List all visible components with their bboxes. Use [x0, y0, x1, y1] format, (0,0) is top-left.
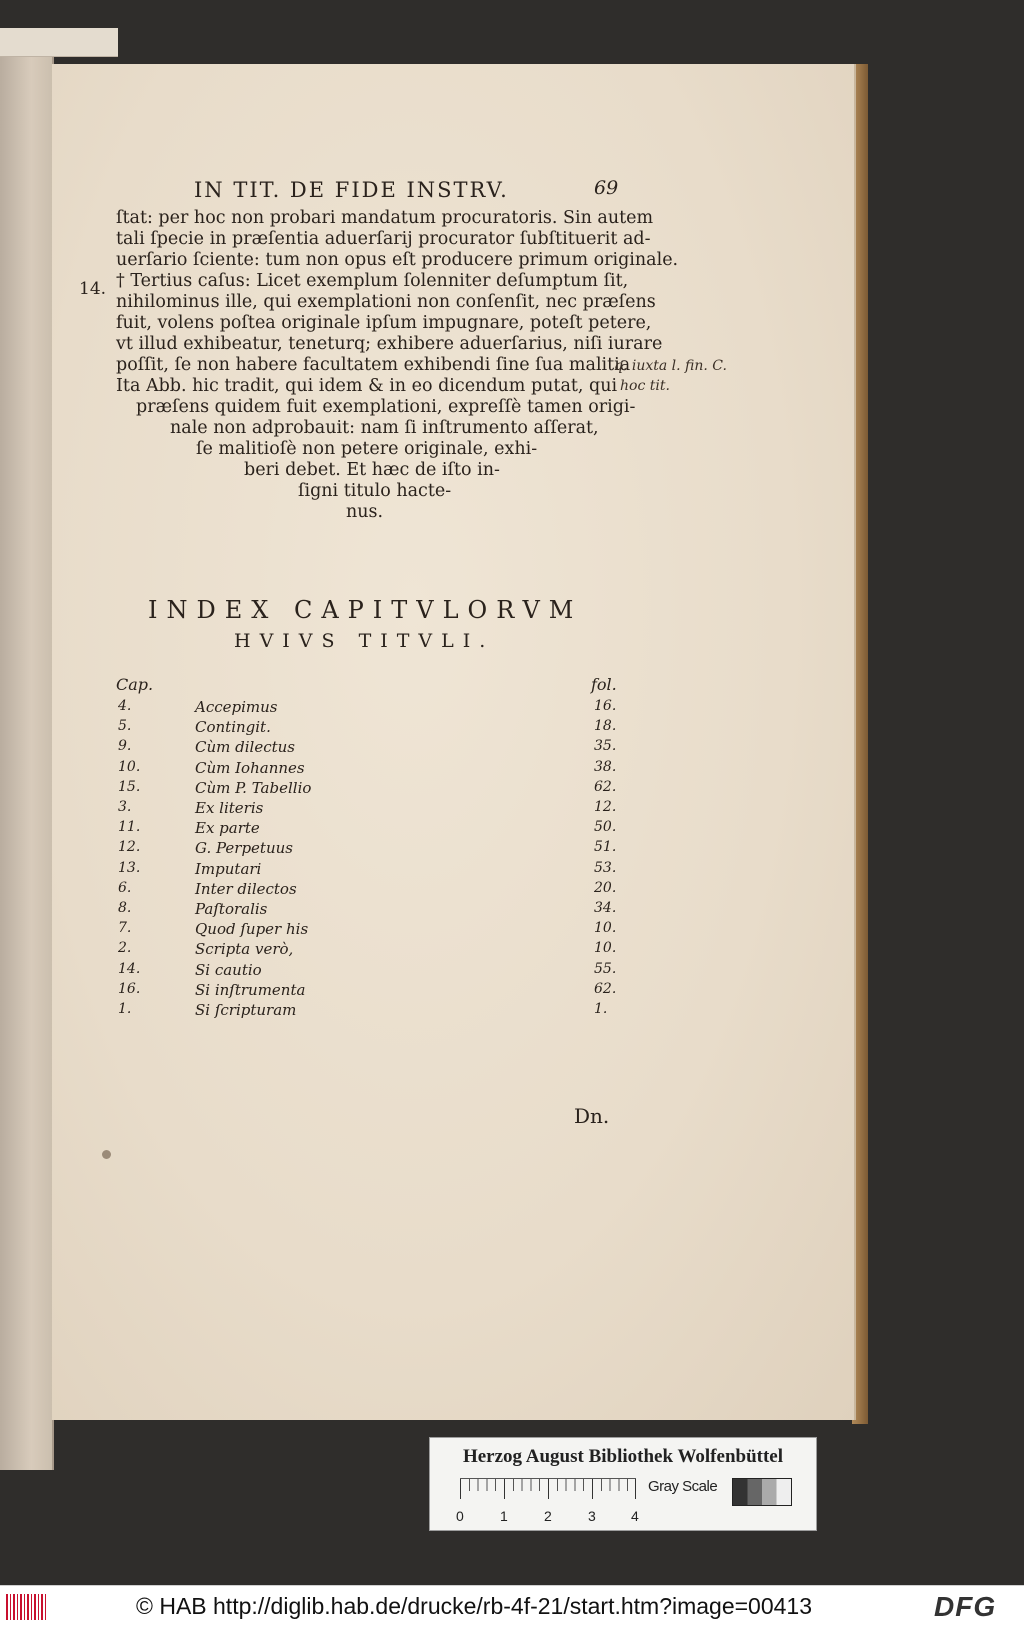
index-entry-name: Ex literis: [195, 799, 264, 817]
index-fol-number: 12.: [594, 799, 617, 815]
running-head: IN TIT. DE FIDE INSTRV.: [194, 178, 509, 202]
body-line: vt illud exhibeatur, teneturq; exhibere aduerſarius, niſi iurare: [116, 334, 663, 354]
index-cap-number: 12.: [118, 839, 141, 855]
index-entry-name: Cùm Iohannes: [195, 759, 305, 777]
index-fol-number: 35.: [594, 738, 617, 754]
index-cap-number: 3.: [118, 799, 132, 815]
ink-spot: [102, 1150, 111, 1159]
barcode-icon: [6, 1594, 46, 1620]
index-entry-name: Quod ſuper his: [195, 920, 309, 938]
index-fol-number: 53.: [594, 860, 617, 876]
catchword: Dn.: [574, 1104, 610, 1128]
section-number: 14.: [79, 279, 107, 299]
body-line: fuit, volens poſtea originale ipſum impugnare, poteſt petere,: [116, 313, 652, 333]
index-cap-number: 1.: [118, 1001, 132, 1017]
index-entry-name: Cùm P. Tabellio: [195, 779, 312, 797]
index-cap-number: 15.: [118, 779, 141, 795]
index-entry-name: Scripta verò,: [195, 940, 294, 958]
index-fol-number: 50.: [594, 819, 617, 835]
index-fol-number: 51.: [594, 839, 617, 855]
body-line: nale non adprobauit: nam ſi inſtrumento aſſerat,: [170, 418, 599, 438]
index-fol-number: 10.: [594, 920, 617, 936]
index-entry-name: Inter dilectos: [195, 880, 297, 898]
index-cap-number: 16.: [118, 981, 141, 997]
ruler-tick: [460, 1479, 461, 1499]
body-line: ſtat: per hoc non probari mandatum procuratoris. Sin autem: [116, 208, 654, 228]
index-fol-number: 38.: [594, 759, 617, 775]
ruler: [460, 1478, 636, 1501]
library-label: [429, 1437, 817, 1531]
index-title: INDEX CAPITVLORVM: [148, 596, 583, 624]
index-fol-number: 62.: [594, 981, 617, 997]
index-header-cap: Cap.: [116, 675, 154, 694]
index-cap-number: 4.: [118, 698, 132, 714]
index-cap-number: 7.: [118, 920, 132, 936]
body-line: ſigni titulo hacte-: [298, 481, 452, 501]
ruler-tick: [635, 1479, 636, 1499]
body-line: beri debet. Et hæc de iſto in-: [244, 460, 500, 480]
index-cap-number: 13.: [118, 860, 141, 876]
ruler-tick: [548, 1479, 549, 1499]
dfg-logo: DFG: [934, 1591, 997, 1622]
ruler-number: 4: [631, 1508, 639, 1524]
index-fol-number: 62.: [594, 779, 617, 795]
footer-bar: [0, 1585, 1024, 1627]
index-fol-number: 16.: [594, 698, 617, 714]
gray-scale-swatch: [732, 1478, 792, 1506]
index-cap-number: 2.: [118, 940, 132, 956]
index-entry-name: Accepimus: [195, 698, 278, 716]
footer-url[interactable]: © HAB http://diglib.hab.de/drucke/rb-4f-21/start.htm?image=00413: [136, 1593, 813, 1619]
body-line: ſe malitioſè non petere originale, exhi-: [196, 439, 538, 459]
index-entry-name: Imputari: [195, 860, 262, 878]
ruler-tick: [592, 1479, 593, 1499]
body-line: poſſit, ſe non habere facultatem exhibendi ſine ſua malitia: [116, 355, 631, 375]
left-page-edge: [0, 30, 54, 1470]
index-entry-name: Contingit.: [195, 718, 271, 736]
margin-note: q. iuxta l. fin. C.: [614, 358, 727, 374]
index-header-fol: fol.: [591, 675, 617, 694]
gray-scale-label: Gray Scale: [648, 1478, 718, 1495]
body-line: nihilominus ille, qui exemplationi non conſenſit, nec præſens: [116, 292, 656, 312]
index-fol-number: 34.: [594, 900, 617, 916]
folio-number: 69: [594, 177, 619, 199]
page-edge: [852, 64, 868, 1424]
index-fol-number: 18.: [594, 718, 617, 734]
body-line: Ita Abb. hic tradit, qui idem & in eo dicendum putat, qui: [116, 376, 618, 396]
ruler-number: 2: [544, 1508, 552, 1524]
index-entry-name: Ex parte: [195, 819, 260, 837]
index-fol-number: 55.: [594, 961, 617, 977]
index-entry-name: Si ſcripturam: [195, 1001, 297, 1019]
index-cap-number: 5.: [118, 718, 132, 734]
body-line: uerſario ſciente: tum non opus eſt producere primum originale.: [116, 250, 679, 270]
ruler-tick: [504, 1479, 505, 1499]
body-line: nus.: [346, 502, 384, 522]
ruler-number: 1: [500, 1508, 508, 1524]
index-subtitle: HVIVS TITVLI.: [234, 630, 495, 652]
index-cap-number: 11.: [118, 819, 141, 835]
margin-note: hoc tit.: [620, 378, 670, 394]
index-entry-name: G. Perpetuus: [195, 839, 293, 857]
ruler-number: 3: [588, 1508, 596, 1524]
index-entry-name: Si inſtrumenta: [195, 981, 306, 999]
index-fol-number: 20.: [594, 880, 617, 896]
index-fol-number: 10.: [594, 940, 617, 956]
index-cap-number: 6.: [118, 880, 132, 896]
index-cap-number: 10.: [118, 759, 141, 775]
index-entry-name: Cùm dilectus: [195, 738, 295, 756]
library-name: Herzog August Bibliothek Wolfenbüttel: [462, 1446, 784, 1467]
index-fol-number: 1.: [594, 1001, 608, 1017]
ruler-number: 0: [456, 1508, 464, 1524]
index-cap-number: 14.: [118, 961, 141, 977]
body-line: præſens quidem fuit exemplationi, expreſſè tamen origi-: [136, 397, 636, 417]
index-entry-name: Si cautio: [195, 961, 262, 979]
body-line: † Tertius caſus: Licet exemplum ſolenniter deſumptum ſit,: [116, 271, 629, 291]
body-line: tali ſpecie in præſentia aduerſarij procurator ſubſtituerit ad-: [116, 229, 651, 249]
index-cap-number: 9.: [118, 738, 132, 754]
index-cap-number: 8.: [118, 900, 132, 916]
index-entry-name: Paſtoralis: [195, 900, 268, 918]
paper-tab: [0, 28, 118, 57]
